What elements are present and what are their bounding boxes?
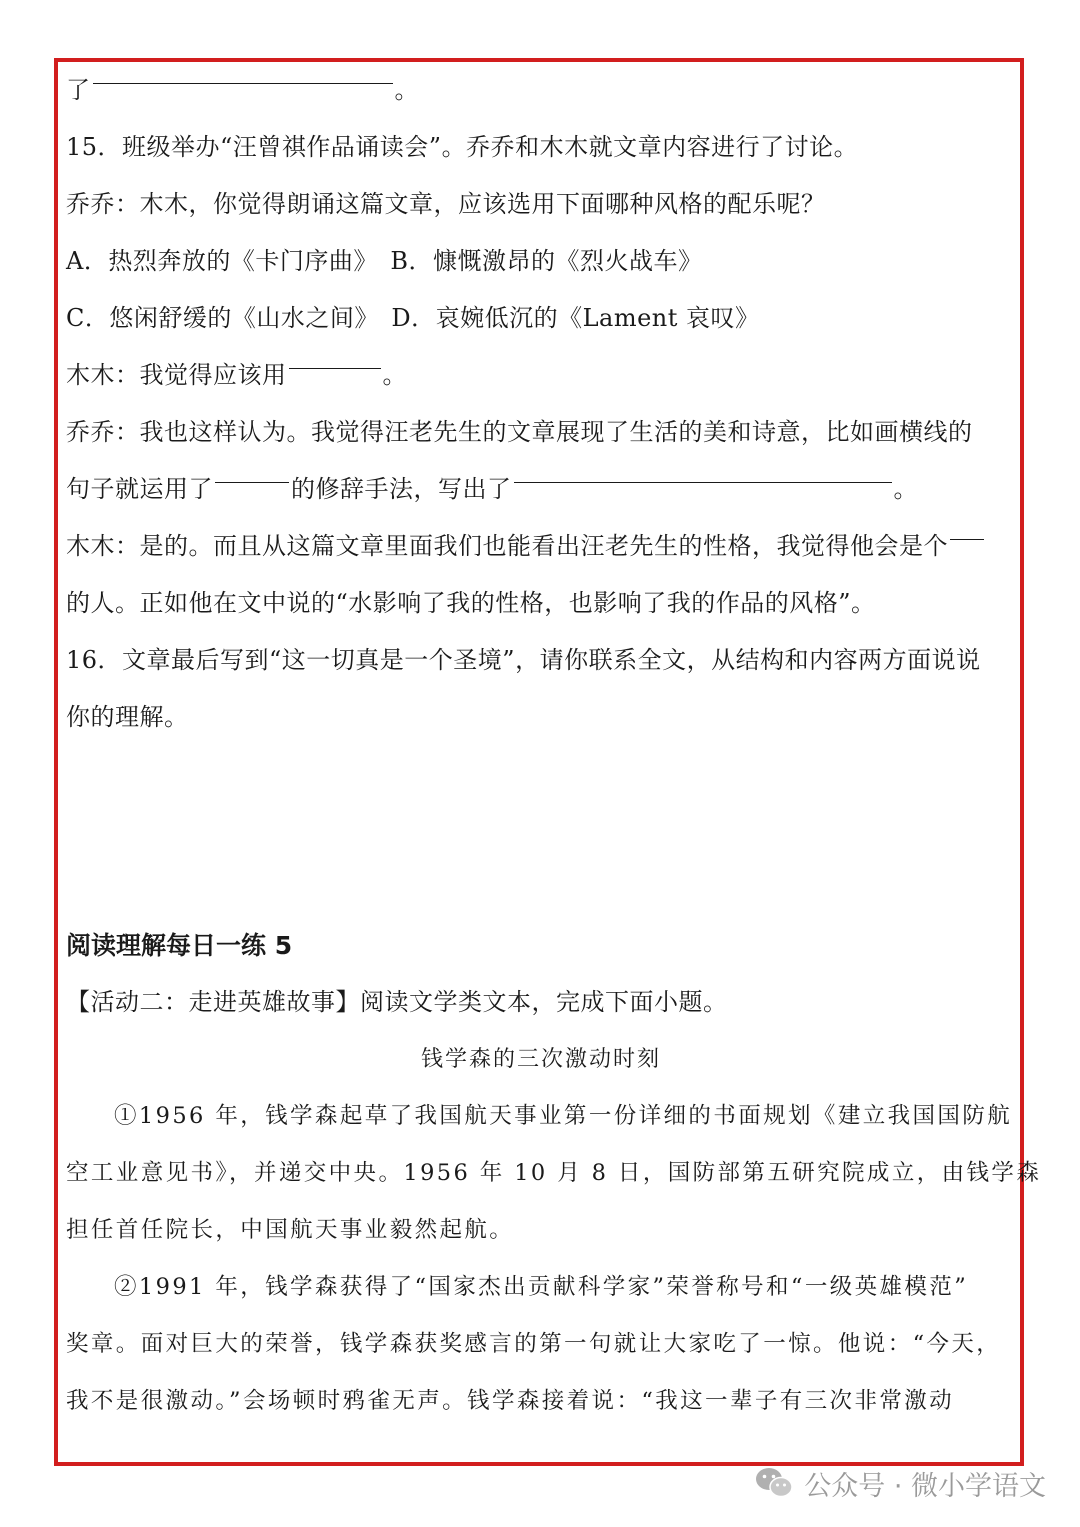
text-segment: 木木：我觉得应该用 <box>66 361 287 389</box>
paragraph-1-line-3: 担任首任院长，中国航天事业毅然起航。 <box>66 1217 515 1243</box>
answer-space <box>66 746 1016 917</box>
fill-blank <box>289 367 381 369</box>
question-16: 16．文章最后写到“这一切真是一个圣境”，请你联系全文，从结构和内容两方面说说 <box>66 646 981 674</box>
dialogue-mumu-2 <box>66 518 1016 575</box>
paragraph-2-line-3: 我不是很激动。”会场顿时鸦雀无声。钱学森接着说：“我这一辈子有三次非常激动 <box>66 1388 955 1414</box>
text-segment: 。 <box>382 361 407 389</box>
dialogue-mumu-2-cont: 的人。正如他在文中说的“水影响了我的性格，也影响了我的作品的风格”。 <box>66 589 876 617</box>
text-segment: 。 <box>394 76 419 104</box>
dialogue-mumu-1 <box>66 347 1016 404</box>
options-cd: C．悠闲舒缓的《山水之间》 D．哀婉低沉的《Lament 哀叹》 <box>66 304 760 332</box>
options-ab: A．热烈奔放的《卡门序曲》 B．慷慨激昂的《烈火战车》 <box>66 247 703 275</box>
text-segment: 。 <box>893 475 918 503</box>
paragraph-2-line-2: 奖章。面对巨大的荣誉，钱学森获奖感言的第一句就让大家吃了一惊。他说：“今天， <box>66 1331 1002 1357</box>
watermark <box>754 1463 1046 1503</box>
dialogue-qiaoqiao-2: 乔乔：我也这样认为。我觉得汪老先生的文章展现了生活的美和诗意，比如画横线的 <box>66 418 973 446</box>
section-heading: 阅读理解每日一练 5 <box>66 931 293 960</box>
question-15: 15．班级举办“汪曾祺作品诵读会”。乔乔和木木就文章内容进行了讨论。 <box>66 133 859 161</box>
watermark-text: 公众号 · 微小学语文 <box>804 1470 1046 1502</box>
fill-blank <box>514 481 892 483</box>
question-16-cont: 你的理解。 <box>66 703 189 731</box>
fill-blank <box>93 82 393 84</box>
fill-blank <box>950 538 984 540</box>
dialogue-qiaoqiao-2-cont <box>66 461 1016 518</box>
activity-instruction: 【活动二：走进英雄故事】阅读文学类文本，完成下面小题。 <box>66 988 728 1016</box>
paragraph-1-line-1: ①1956 年，钱学森起草了我国航天事业第一份详细的书面规划《建立我国国防航 <box>114 1103 1013 1129</box>
paragraph-1-line-2: 空工业意见书》，并递交中央。1956 年 10 月 8 日，国防部第五研究院成立，由钱学森 <box>66 1160 1042 1186</box>
document-content <box>66 62 1042 1430</box>
paragraph-2-line-1: ②1991 年，钱学森获得了“国家杰出贡献科学家”荣誉称号和“一级英雄模范” <box>114 1274 969 1300</box>
text-segment: 木木：是的。而且从这篇文章里面我们也能看出汪老先生的性格，我觉得他会是个 <box>66 532 948 560</box>
answer-line-1 <box>66 62 1016 119</box>
wechat-icon <box>754 1466 794 1500</box>
article-title: 钱学森的三次激动时刻 <box>420 1047 661 1072</box>
text-segment: 句子就运用了 <box>66 475 213 503</box>
fill-blank <box>215 481 289 483</box>
text-segment: 的修辞手法，写出了 <box>291 475 512 503</box>
text-segment: 了 <box>66 76 91 104</box>
dialogue-qiaoqiao-1: 乔乔：木木，你觉得朗诵这篇文章，应该选用下面哪种风格的配乐呢？ <box>66 190 826 218</box>
